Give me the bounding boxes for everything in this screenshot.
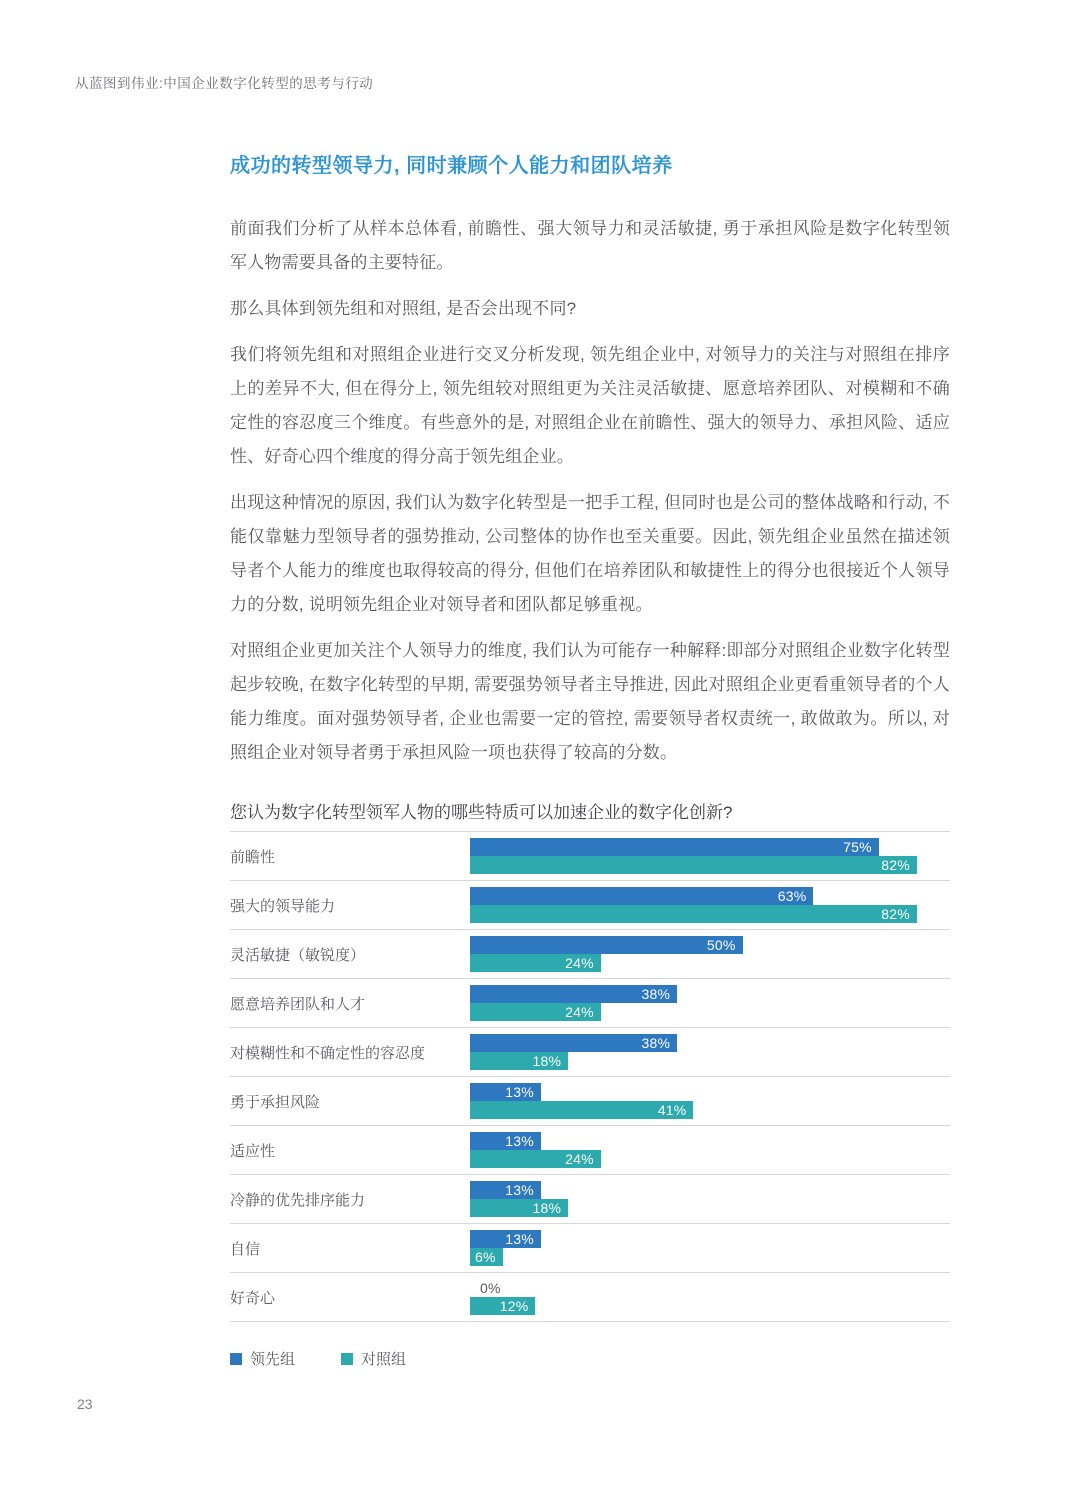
value-label-control-group: 12% xyxy=(499,1298,529,1314)
bar-control-group xyxy=(470,1297,535,1315)
content-column xyxy=(230,152,950,1369)
legend-item-leading-group xyxy=(230,1348,295,1369)
bar-group xyxy=(470,1132,950,1168)
chart-legend xyxy=(230,1348,950,1369)
bar-group xyxy=(470,1279,950,1315)
bar-group xyxy=(470,1181,950,1217)
paragraph-1: 前面我们分析了从样本总体看, 前瞻性、强大领导力和灵活敏捷, 勇于承担风险是数字化转型领军人物需要具备的主要特征。 xyxy=(230,219,950,272)
bar-leading-group xyxy=(470,936,743,954)
value-label-leading-group: 13% xyxy=(505,1231,534,1247)
category-label: 自信 xyxy=(230,1240,261,1258)
legend-label-leading-group: 领先组 xyxy=(250,1351,296,1368)
category-label: 适应性 xyxy=(230,1142,276,1160)
bar-control-group xyxy=(470,1052,568,1070)
legend-label-control-group: 对照组 xyxy=(361,1351,407,1368)
bar-leading-group xyxy=(470,985,677,1003)
bar-control-group xyxy=(470,1150,601,1168)
chart-row xyxy=(230,1224,950,1273)
chart-row xyxy=(230,881,950,930)
value-label-control-group: 82% xyxy=(881,906,910,922)
value-label-control-group: 24% xyxy=(565,1004,594,1020)
bar-group xyxy=(470,936,950,972)
chart-row xyxy=(230,1077,950,1126)
chart-row xyxy=(230,930,950,979)
running-header: 从蓝图到伟业:中国企业数字化转型的思考与行动 xyxy=(75,76,374,91)
value-label-control-group: 24% xyxy=(565,1151,594,1167)
chart-row xyxy=(230,979,950,1028)
bar-control-group xyxy=(470,1248,503,1266)
category-label: 灵活敏捷（敏锐度） xyxy=(230,946,366,964)
value-label-leading-group: 38% xyxy=(641,1035,671,1051)
bar-chart xyxy=(230,831,950,1322)
value-label-control-group: 18% xyxy=(532,1053,562,1069)
value-label-leading-group: 50% xyxy=(706,937,736,953)
legend-item-control-group xyxy=(341,1348,406,1369)
bar-group xyxy=(470,1083,950,1119)
value-label-leading-group: 13% xyxy=(505,1133,534,1149)
page-number: 23 xyxy=(77,1396,93,1412)
bar-leading-group xyxy=(470,1181,541,1199)
bar-leading-group xyxy=(470,887,813,905)
bar-leading-group xyxy=(470,838,879,856)
category-label: 强大的领导能力 xyxy=(230,897,336,915)
bar-control-group xyxy=(470,1199,568,1217)
bar-group xyxy=(470,1034,950,1070)
value-label-leading-group: 75% xyxy=(843,839,872,855)
bar-control-group xyxy=(470,1101,693,1119)
bar-group xyxy=(470,838,950,874)
paragraph-4: 出现这种情况的原因, 我们认为数字化转型是一把手工程, 但同时也是公司的整体战略和行动, 不能仅靠魅力型领导者的强势推动, 公司整体的协作也至关重要。因此, 领先组企业虽然在描述领导者个人能力的维度也取得较高的得分, 但他们在培养团队和敏捷性上的得分也很接近个人领导力的分数, 说明领先组企业对领导者和团队都足够重视。 xyxy=(230,493,950,614)
section-heading: 成功的转型领导力, 同时兼顾个人能力和团队培养 xyxy=(230,155,673,177)
bar-control-group xyxy=(470,856,917,874)
category-label: 冷静的优先排序能力 xyxy=(230,1191,366,1209)
legend-swatch-control-group xyxy=(341,1353,353,1365)
bar-leading-group xyxy=(470,1083,541,1101)
value-label-leading-group: 13% xyxy=(505,1182,534,1198)
bar-control-group xyxy=(470,954,601,972)
chart-row xyxy=(230,1273,950,1322)
bar-leading-group xyxy=(470,1230,541,1248)
chart-row xyxy=(230,1175,950,1224)
category-label: 对模糊性和不确定性的容忍度 xyxy=(230,1044,426,1062)
chart-row xyxy=(230,832,950,881)
value-label-control-group: 18% xyxy=(532,1200,562,1216)
bar-leading-group xyxy=(470,1034,677,1052)
legend-swatch-leading-group xyxy=(230,1353,242,1365)
category-label: 前瞻性 xyxy=(230,848,276,866)
paragraph-3: 我们将领先组和对照组企业进行交叉分析发现, 领先组企业中, 对领导力的关注与对照组在排序上的差异不大, 但在得分上, 领先组较对照组更为关注灵活敏捷、愿意培养团队、对模糊和不确定性的容忍度三个维度。有些意外的是, 对照组企业在前瞻性、强大的领导力、承担风险、适应性、好奇心四个维度的得分高于领先组企业。 xyxy=(230,345,950,466)
chart-row xyxy=(230,1126,950,1175)
paragraph-2: 那么具体到领先组和对照组, 是否会出现不同? xyxy=(230,299,577,318)
category-label: 好奇心 xyxy=(230,1289,276,1307)
value-label-control-group: 82% xyxy=(881,857,910,873)
chart-question: 您认为数字化转型领军人物的哪些特质可以加速企业的数字化创新? xyxy=(230,803,733,822)
bar-group xyxy=(470,1230,950,1266)
chart-row xyxy=(230,1028,950,1077)
category-label: 愿意培养团队和人才 xyxy=(230,995,366,1013)
value-label-control-group: 41% xyxy=(657,1102,687,1118)
bar-group xyxy=(470,887,950,923)
bar-control-group xyxy=(470,1003,601,1021)
bar-leading-group xyxy=(470,1132,541,1150)
category-label: 勇于承担风险 xyxy=(230,1093,321,1111)
bar-control-group xyxy=(470,905,917,923)
bar-leading-group xyxy=(470,1279,950,1297)
bar-group xyxy=(470,985,950,1021)
paragraph-5: 对照组企业更加关注个人领导力的维度, 我们认为可能存一种解释:即部分对照组企业数字化转型起步较晚, 在数字化转型的早期, 需要强势领导者主导推进, 因此对照组企业更看重领导者的个人能力维度。面对强势领导者, 企业也需要一定的管控, 需要领导者权责统一, 敢做敢为。所以, 对照组企业对领导者勇于承担风险一项也获得了较高的分数。 xyxy=(230,641,950,762)
value-label-leading-group: 13% xyxy=(505,1084,534,1100)
value-label-control-group: 6% xyxy=(475,1249,496,1265)
value-label-control-group: 24% xyxy=(565,955,594,971)
value-label-leading-group: 38% xyxy=(641,986,671,1002)
value-label-leading-group: 0% xyxy=(480,1280,501,1296)
value-label-leading-group: 63% xyxy=(777,888,807,904)
